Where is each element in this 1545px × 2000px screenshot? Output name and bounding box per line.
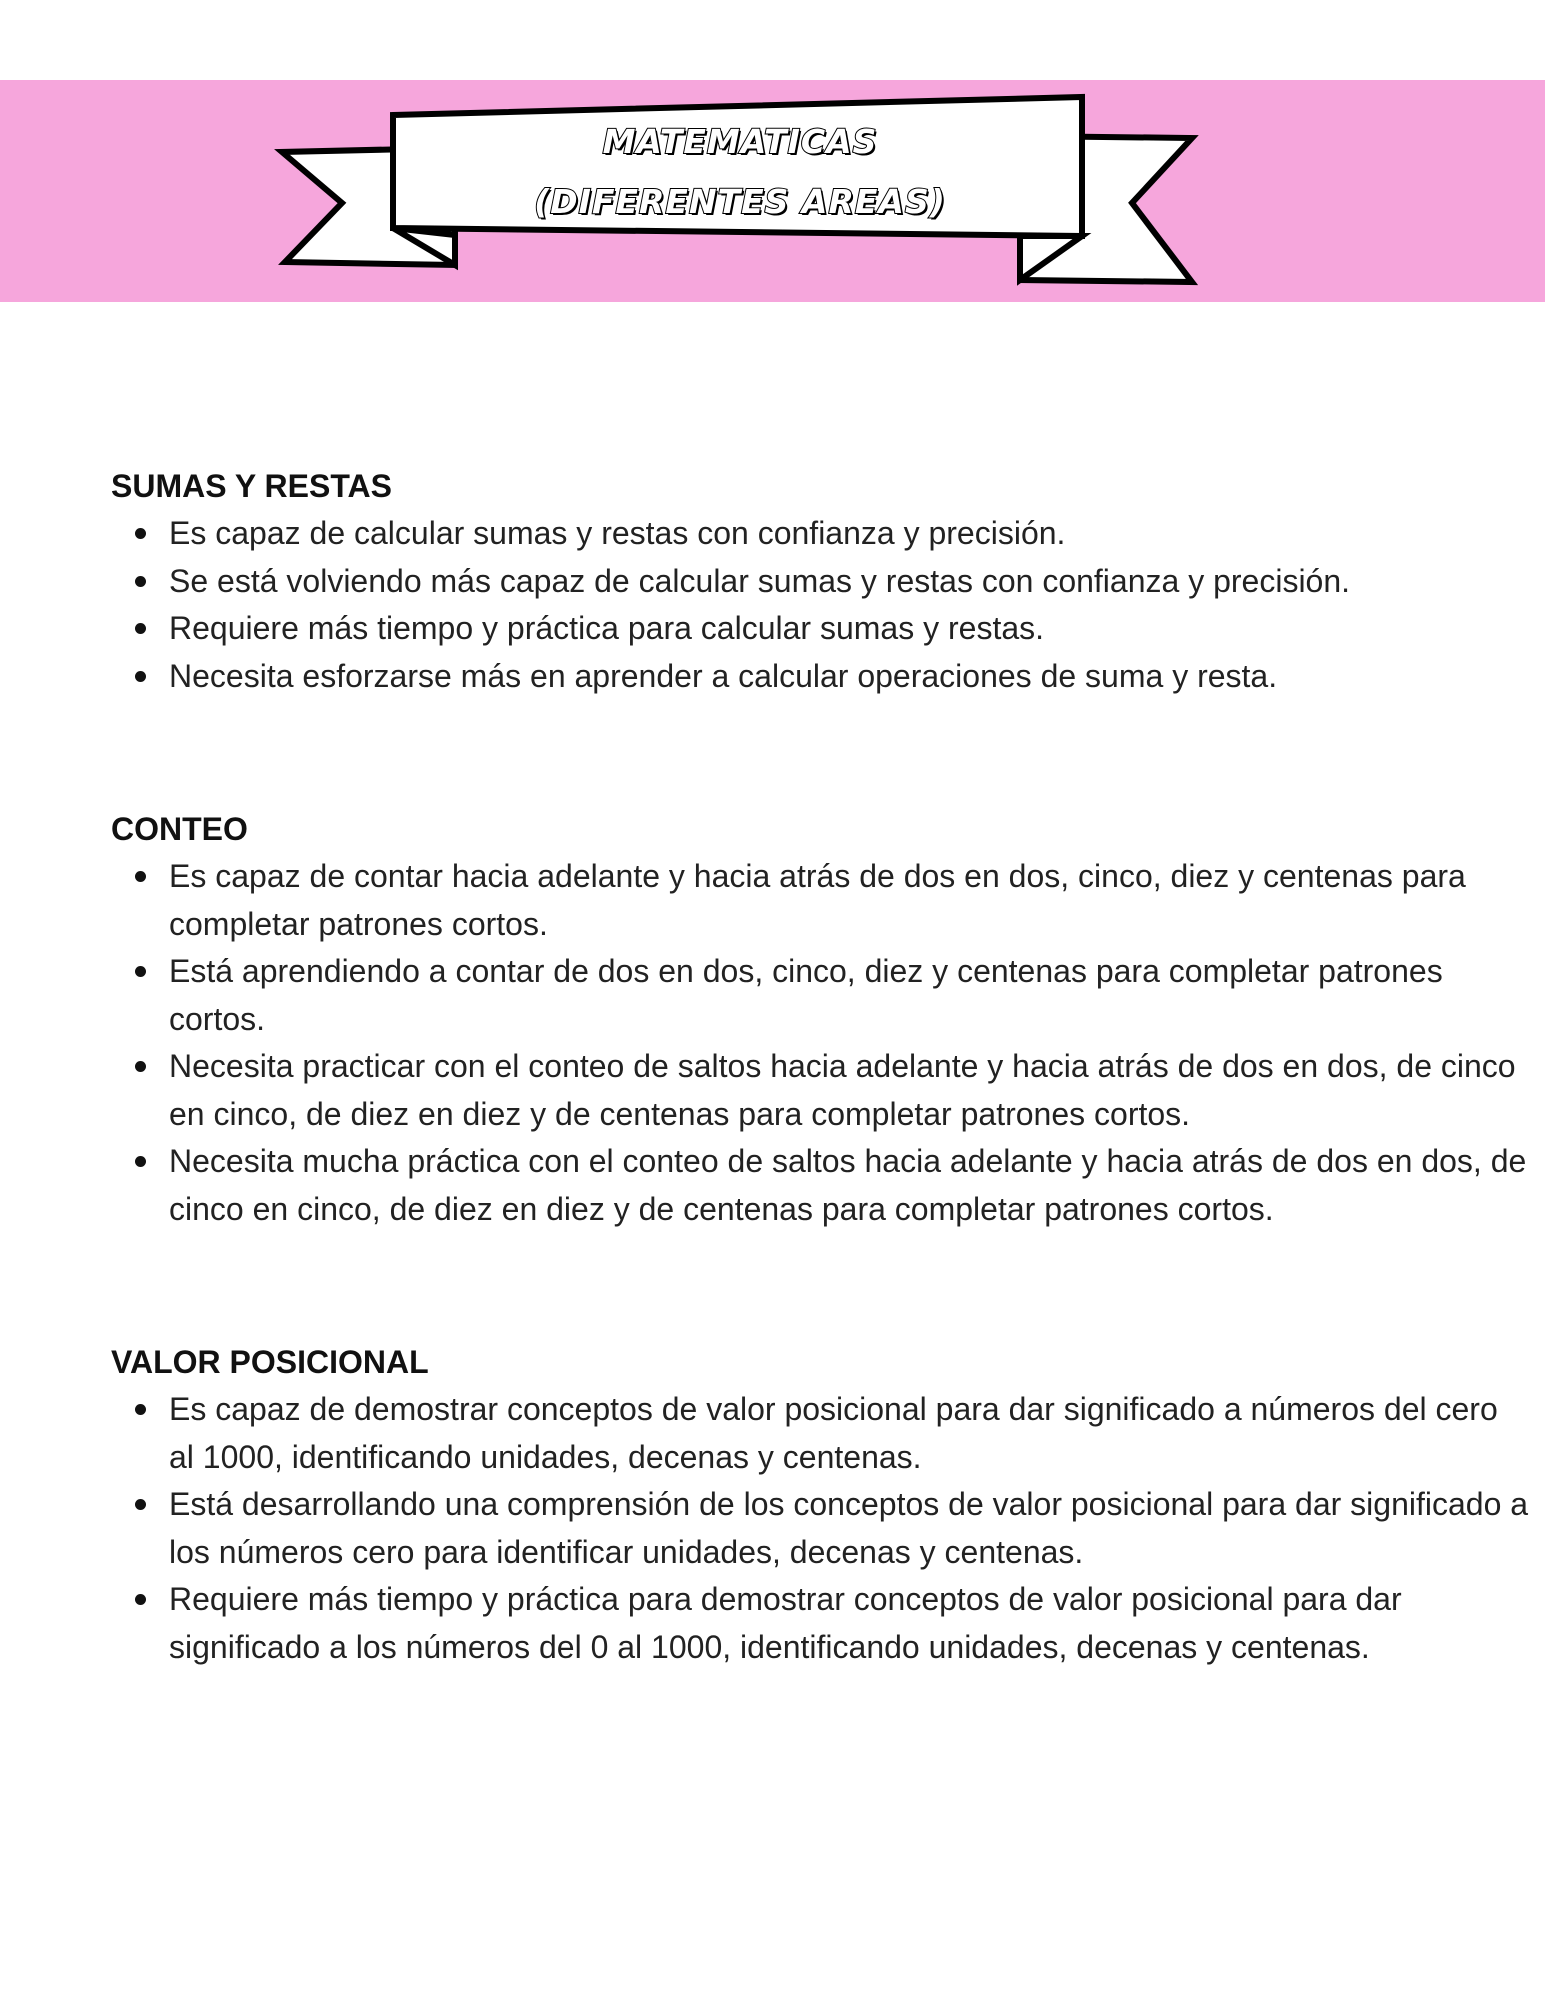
- bullet-icon: [135, 1594, 146, 1605]
- banner-title: [400, 112, 1080, 232]
- list-item: [111, 605, 1529, 653]
- list-item: [111, 653, 1529, 701]
- list-item: [111, 510, 1529, 558]
- bullet-list: [111, 510, 1451, 700]
- list-item-text: Requiere más tiempo y práctica para demostrar conceptos de valor posicional para dar significado a los números del 0 al 1000, identificando unidades, decenas y centenas.: [169, 1581, 1402, 1665]
- section-title: SUMAS Y RESTAS: [111, 468, 392, 504]
- bullet-icon: [135, 671, 146, 682]
- section-title: VALOR POSICIONAL: [111, 1344, 429, 1380]
- list-item: [111, 948, 1529, 1043]
- list-item-text: Es capaz de contar hacia adelante y hacia atrás de dos en dos, cinco, diez y centenas para completar patrones cortos.: [169, 858, 1466, 942]
- bullet-icon: [135, 1499, 146, 1510]
- list-item: [111, 1576, 1529, 1671]
- list-item-text: Está desarrollando una comprensión de los conceptos de valor posicional para dar significado a los números cero para identificar unidades, decenas y centenas.: [169, 1486, 1529, 1570]
- section-valor-posicional: [111, 1338, 1529, 1671]
- list-item-text: Es capaz de calcular sumas y restas con confianza y precisión.: [169, 515, 1066, 551]
- list-item: [111, 1043, 1529, 1138]
- list-item-text: Necesita practicar con el conteo de saltos hacia adelante y hacia atrás de dos en dos, de cinco en cinco, de diez en diez y de centenas para completar patrones cortos.: [169, 1048, 1516, 1132]
- section-title: CONTEO: [111, 811, 248, 847]
- list-item-text: Necesita mucha práctica con el conteo de saltos hacia adelante y hacia atrás de dos en dos, de cinco en cinco, de diez en diez y de centenas para completar patrones cortos.: [169, 1143, 1527, 1227]
- section-sumas-y-restas: [111, 462, 1451, 700]
- bullet-icon: [135, 528, 146, 539]
- list-item-text: Necesita esforzarse más en aprender a calcular operaciones de suma y resta.: [169, 657, 1278, 694]
- bullet-icon: [135, 1061, 146, 1072]
- list-item: [111, 558, 1529, 606]
- bullet-icon: [135, 1156, 146, 1167]
- list-item: [111, 1138, 1529, 1233]
- bullet-icon: [135, 966, 146, 977]
- banner-title-line-2: (DIFERENTES AREAS): [534, 182, 946, 221]
- list-item: [111, 1481, 1529, 1576]
- bullet-icon: [135, 871, 146, 882]
- bullet-list: [111, 1386, 1529, 1671]
- list-item-text: Está aprendiendo a contar de dos en dos, cinco, diez y centenas para completar patrones cortos.: [169, 953, 1443, 1037]
- list-item-text: Se está volviendo más capaz de calcular sumas y restas con confianza y precisión.: [169, 562, 1351, 599]
- list-item-text: Es capaz de demostrar conceptos de valor posicional para dar significado a números del cero al 1000, identificando unidades, decenas y centenas.: [169, 1391, 1498, 1475]
- bullet-icon: [135, 623, 146, 634]
- document-body: [111, 462, 1529, 1776]
- list-item: [111, 1386, 1529, 1481]
- list-item-text: Requiere más tiempo y práctica para calcular sumas y restas.: [169, 610, 1045, 646]
- section-conteo: [111, 805, 1527, 1233]
- banner-title-line-1: MATEMATICAS: [602, 122, 878, 161]
- bullet-icon: [135, 576, 146, 587]
- bullet-list: [111, 853, 1527, 1233]
- list-item: [111, 853, 1529, 948]
- bullet-icon: [135, 1404, 146, 1415]
